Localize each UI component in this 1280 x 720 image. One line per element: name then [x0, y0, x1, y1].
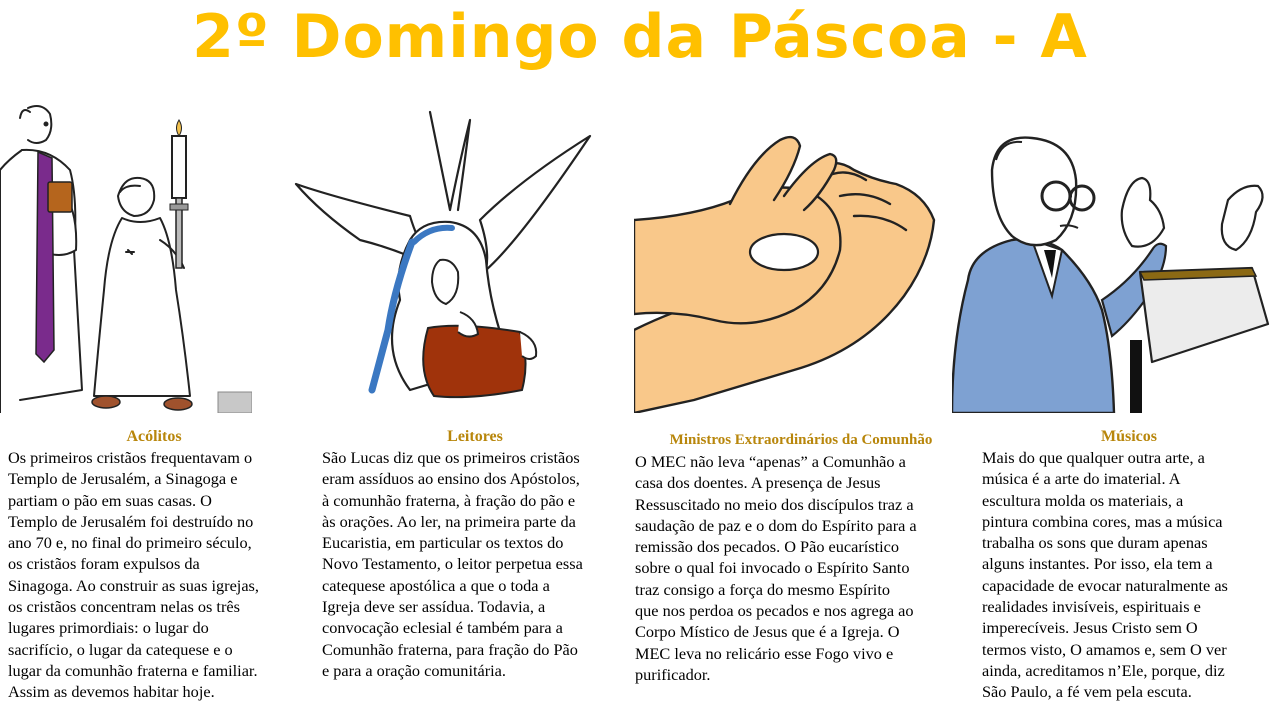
- section-text: [322, 447, 628, 681]
- text-line: Templo de Jerusalém foi destruído no: [8, 511, 254, 531]
- text-line: Eucaristia, em particular os textos do: [322, 533, 564, 553]
- text-line: sobre o qual foi invocado o Espírito Santo: [635, 558, 910, 578]
- section-musicos: [982, 426, 1276, 703]
- section-text: [8, 447, 300, 703]
- section-heading: Ministros Extraordinários da Comunhão: [669, 432, 933, 448]
- section-acolitos: [8, 426, 300, 703]
- text-line: traz consigo a força do mesmo Espírito: [635, 579, 890, 599]
- text-line: Igreja deve ser assídua. Todavia, a: [322, 597, 546, 617]
- text-line: Os primeiros cristãos frequentavam o: [8, 448, 253, 467]
- text-line: convocação eclesial é também para a: [322, 618, 563, 638]
- text-line: Sinagoga. Ao construir as suas igrejas,: [8, 575, 259, 595]
- text-line: imperecíveis. Jesus Cristo sem O: [982, 618, 1198, 638]
- text-line: saudação de paz e o dom do Espírito para a: [635, 515, 917, 535]
- text-line: casa dos doentes. A presença de Jesus: [635, 473, 881, 493]
- text-line: Templo de Jerusalém, a Sinagoga e: [8, 469, 238, 489]
- text-line: música é a arte do imaterial. A: [982, 469, 1181, 489]
- text-line: ainda, acreditamos n’Ele, porque, diz: [982, 660, 1225, 680]
- section-heading: Leitores: [447, 428, 503, 445]
- text-line: MEC leva no relicário esse Fogo vivo e: [635, 643, 894, 663]
- text-line: Ressuscitado no meio dos discípulos traz a: [635, 494, 914, 514]
- text-line: lugares primordiais: o lugar do: [8, 618, 209, 638]
- text-line: capacidade de evocar naturalmente as: [982, 575, 1228, 595]
- text-line: à comunhão fraterna, à fração do pão e: [322, 490, 576, 510]
- text-line: lugar da comunhão fraterna e familiar.: [8, 660, 258, 680]
- section-text: [982, 447, 1276, 703]
- text-line: os cristãos foram expulsos da: [8, 554, 200, 574]
- text-line: Comunhão fraterna, para fração do Pão: [322, 639, 578, 659]
- dove-and-reader-illustration: [290, 100, 602, 413]
- text-line: sacrifício, o lugar da catequese e o: [8, 639, 233, 659]
- text-line: São Lucas diz que os primeiros cristãos: [322, 448, 580, 467]
- text-line: alguns instantes. Por isso, ela tem a: [982, 554, 1213, 574]
- conductor-illustration: [952, 100, 1280, 413]
- text-line: escultura molda os materiais, a: [982, 490, 1184, 510]
- altar-servers-illustration: [0, 100, 252, 413]
- section-ministros: [635, 430, 967, 685]
- text-line: São Paulo, a fé vem pela escuta.: [982, 682, 1192, 702]
- text-line: realidades invisíveis, espirituais e: [982, 597, 1201, 617]
- section-heading: Acólitos: [126, 428, 182, 445]
- text-line: que nos perdoa os pecados e nos agrega ao: [635, 601, 914, 621]
- text-line: partiam o pão em suas casas. O: [8, 490, 212, 510]
- text-line: trabalha os sons que duram apenas: [982, 533, 1208, 553]
- text-line: Corpo Místico de Jesus que é a Igreja. O: [635, 622, 900, 642]
- text-line: remissão dos pecados. O Pão eucarístico: [635, 537, 900, 557]
- page-title: 2º Domingo da Páscoa - A: [192, 2, 1088, 72]
- text-line: catequese apostólica a que o toda a: [322, 575, 550, 595]
- text-line: às orações. Ao ler, na primeira parte da: [322, 511, 576, 531]
- text-line: eram assíduos ao ensino dos Apóstolos,: [322, 469, 580, 489]
- section-leitores: [322, 426, 628, 681]
- text-line: Assim as devemos habitar hoje.: [8, 682, 215, 702]
- hands-with-host-illustration: [634, 100, 950, 413]
- text-line: purificador.: [635, 664, 711, 684]
- text-line: os cristãos concentram nelas os três: [8, 597, 240, 617]
- text-line: Novo Testamento, o leitor perpetua essa: [322, 554, 583, 574]
- section-heading: Músicos: [1101, 428, 1157, 445]
- section-text: [635, 451, 967, 685]
- text-line: ano 70 e, no final do primeiro século,: [8, 533, 252, 553]
- text-line: Mais do que qualquer outra arte, a: [982, 448, 1205, 467]
- text-line: e para a oração comunitária.: [322, 660, 506, 680]
- text-line: termos visto, O amamos e, sem O ver: [982, 639, 1227, 659]
- text-line: O MEC não leva “apenas” a Comunhão a: [635, 452, 906, 471]
- text-line: pintura combina cores, mas a música: [982, 511, 1223, 531]
